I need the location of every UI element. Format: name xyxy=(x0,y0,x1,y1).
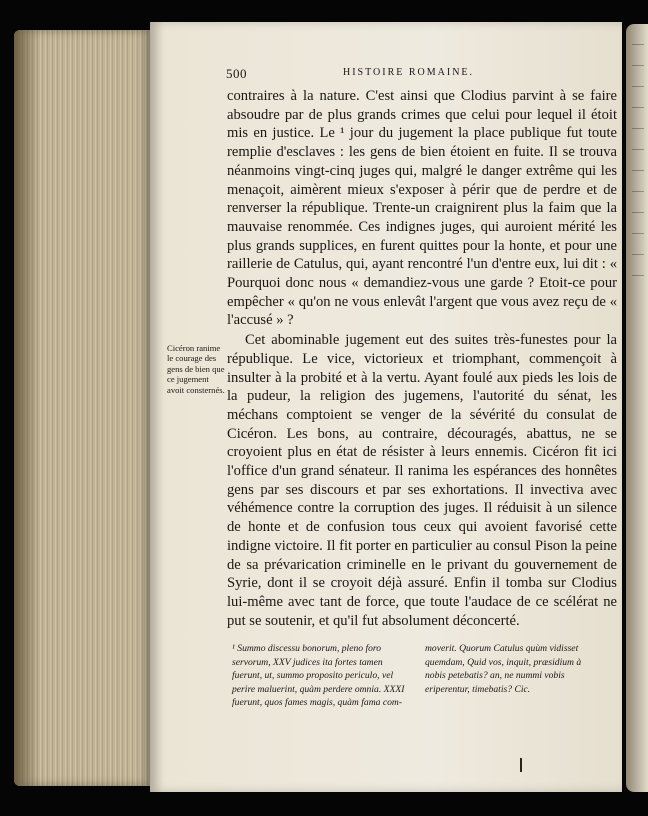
footnote-column: moverit. Quorum Catulus quùm vidisset quemdam, Quid vos, inquit, præsidium à nobis petebatis? an, ne nummi vobis eriperentur, timebatis? Cic. xyxy=(425,643,582,695)
spine-shadow xyxy=(14,30,40,786)
footnote-column: ¹ Summo discessu bonorum, pleno foro servorum, XXV judices ita fortes tamen fuerunt, ut, summo proposito periculo, vel perire maluerint, quàm perdere omnia. XXXI fuerunt, quos fames magis, quàm fama com- xyxy=(232,643,405,709)
margin-note: Cicéron ranime le courage des gens de bien que ce jugement avoit consternés. xyxy=(167,343,225,395)
paragraph: Cet abominable jugement eut des suites très-funestes pour la république. Le vice, victorieux et triomphant, commençoit à insulter à la probité et à la vertu. Ayant foulé aux pieds les lois de la pudeur, la religion des jugemens, l'autorité du sénat, les méchans comptoient se venger de la sévérité du consulat de Cicéron. Les bons, au contraire, découragés, abattus, ne se croyoient plus en état de résister à leurs ennemis. Cicéron fit ici l'office d'un grand sénateur. Il ranima les espérances des honnêtes gens par ses discours et par ses exhortations. Il invectiva avec véhémence contre la corruption des juges. Il réduisit à un silence de honte et de confusion tous ceux qui avoient favorisé cette indigne victoire. Il fit porter en particulier au consul Pison la peine de sa prévarication criminelle en le privant du gouvernement de Syrie, dont il se croyoit déjà assuré. Enfin il tomba sur Clodius lui-même avec tant de force, que toute l'audace de ce scélérat ne put se soutenir, et qu'il fut absolument déconcerté. xyxy=(227,332,617,629)
page-number: 500 xyxy=(226,66,247,81)
footnotes xyxy=(232,642,604,710)
running-head-title: HISTOIRE ROMAINE. xyxy=(343,67,475,78)
running-head xyxy=(226,66,616,82)
paragraph: contraires à la nature. C'est ainsi que Clodius parvint à se faire absoudre par de plus grands crimes que celui pour lequel il étoit mis en justice. Le ¹ jour du jugement la place publique fut toute remplie d'esclaves : les gens de bien étoient en fuite. Il se trouva néanmoins vingt-cinq juges qui, malgré le danger extrême qui les menaçoit, aimèrent mieux s'exposer à périr que de perdre et de renverser la république. Trente-un craignirent plus la faim que la mauvaise renommée. Ces indignes juges, qui auroient mérité les plus grands supplices, en furent quittes pour la honte, et pour une raillerie de Catulus, qui, ayant rencontré l'un d'entre eux, lui dit : « Pourquoi donc nous « demandiez-vous une garde ? Etoit-ce pour empêcher « qu'on ne vous enlevât l'argent que vous avez reçu de « l'accusé » ? xyxy=(227,88,617,329)
book-page xyxy=(150,22,622,792)
next-page-edge xyxy=(626,24,648,792)
body-text xyxy=(227,87,617,630)
page-mark xyxy=(520,758,522,772)
